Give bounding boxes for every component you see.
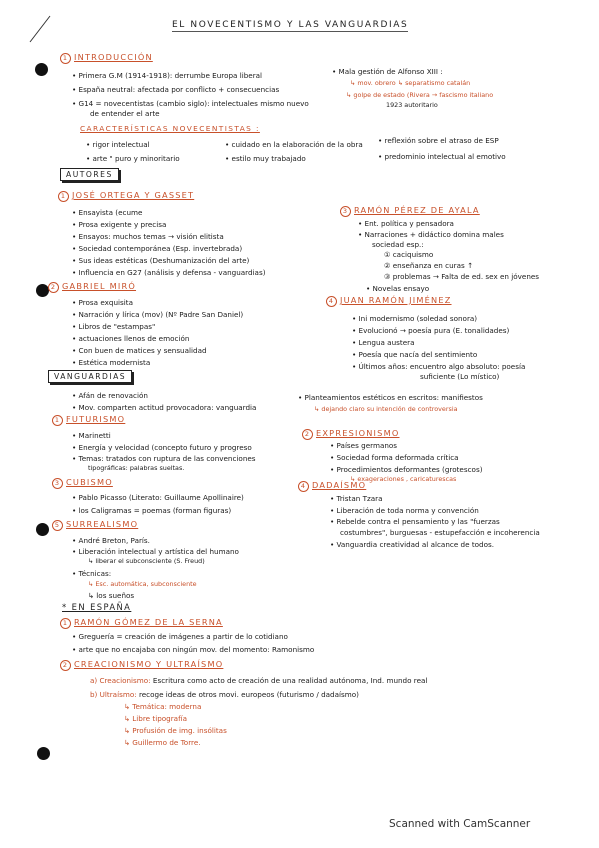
ortega-name: JOSÉ ORTEGA Y GASSET: [72, 190, 195, 200]
perez-item: • Novelas ensayo: [366, 284, 430, 293]
miro-item: • actuaciones llenos de emoción: [72, 334, 190, 343]
juan-heading: [326, 295, 452, 307]
juan-item: • Evolucionó → poesía pura (E. tonalidades): [352, 326, 510, 335]
expresionismo-heading: [302, 428, 399, 440]
ultraismo-sub: ↳ Libre tipografía: [124, 714, 188, 723]
vanguardias-left-2: • Mov. comparten actitud provocadora: vanguardia: [72, 403, 257, 412]
section-number: 4: [298, 481, 309, 492]
ortega-item: • Influencia en G27 (análisis y defensa - vanguardias): [72, 268, 266, 277]
dadaismo-item: • Tristan Tzara: [330, 494, 383, 503]
gomez-item: • Greguería = creación de imágenes a partir de lo cotidiano: [72, 632, 288, 641]
futurismo-heading: [52, 414, 125, 426]
gomez-heading: [60, 617, 223, 629]
section-number: 1: [52, 415, 63, 426]
surrealismo-name: SURREALISMO: [66, 519, 139, 529]
surrealismo-item: ↳ liberar el subconsciente (S. Freud): [88, 557, 205, 565]
intro-right-3: ↳ golpe de estado (Rivera → fascismo italiano: [346, 91, 494, 99]
cubismo-item: • Pablo Picasso (Literato: Guillaume Apollinaire): [72, 493, 244, 502]
juan-item: • Ini modernismo (soledad sonora): [352, 314, 478, 323]
juan-name: JUAN RAMÓN JIMÉNEZ: [340, 295, 452, 305]
perez-heading: [340, 205, 480, 217]
creacionismo-a: [90, 676, 427, 685]
dadaismo-item: • Rebelde contra el pensamiento y las "fuerzas: [330, 517, 500, 526]
creacionismo-a-label: a) Creacionismo:: [90, 676, 151, 685]
juan-item: suficiente (Lo místico): [420, 372, 500, 381]
ortega-item: • Prosa exigente y precisa: [72, 220, 167, 229]
section-number: 1: [58, 191, 69, 202]
vanguardias-left-1: • Afán de renovación: [72, 391, 148, 400]
caract-item-2: • cuidado en la elaboración de la obra: [225, 140, 363, 149]
cubismo-item: • los Caligramas = poemas (forman figuras): [72, 506, 232, 515]
surrealismo-item: • André Breton, París.: [72, 536, 150, 545]
section-number: 3: [52, 478, 63, 489]
dadaismo-item: • Vanguardia creatividad al alcance de todos.: [330, 540, 495, 549]
gomez-name: RAMÓN GÓMEZ DE LA SERNA: [74, 617, 223, 627]
dadaismo-heading: [298, 480, 366, 492]
ortega-item: • Sus ideas estéticas (Deshumanización del arte): [72, 256, 250, 265]
surrealismo-item: ↳ Esc. automática, subconsciente: [88, 580, 197, 588]
miro-item: • Prosa exquisita: [72, 298, 133, 307]
intro-right-2: ↳ mov. obrero ↳ separatismo catalán: [350, 79, 471, 87]
futurismo-item: • Marinetti: [72, 431, 111, 440]
expresionismo-item: • Países germanos: [330, 441, 398, 450]
surrealismo-item: • Técnicas:: [72, 569, 112, 578]
section-number: 5: [52, 520, 63, 531]
intro-line-2: • España neutral: afectada por conflicto + consecuencias: [72, 85, 280, 94]
cubismo-heading: [52, 477, 113, 489]
page-title: EL NOVECENTISMO Y LAS VANGUARDIAS: [172, 20, 409, 30]
ultraismo-sub: ↳ Temática: moderna: [124, 702, 202, 711]
surrealismo-item: • Liberación intelectual y artística del humano: [72, 547, 239, 556]
perez-item: • Ent. política y pensadora: [358, 219, 454, 228]
binder-hole-4: [37, 747, 50, 760]
miro-item: • Narración y lírica (mov) (Nº Padre San Daniel): [72, 310, 244, 319]
miro-heading: [48, 281, 136, 293]
section-number: 1: [60, 618, 71, 629]
ortega-item: • Ensayos: muchos temas → visión elitista: [72, 232, 224, 241]
miro-name: GABRIEL MIRÓ: [62, 281, 137, 291]
cubismo-name: CUBISMO: [66, 477, 113, 487]
dadaismo-item: costumbres", burguesas - estupefacción e incoherencia: [340, 528, 540, 537]
intro-right-1: • Mala gestión de Alfonso XIII :: [332, 67, 443, 76]
intro-line-1: • Primera G.M (1914-1918): derrumbe Europa liberal: [72, 71, 263, 80]
creacionismo-a-text: Escritura como acto de creación de una realidad autónoma, Ind. mundo real: [152, 676, 428, 685]
miro-item: • Con buen de matices y sensualidad: [72, 346, 207, 355]
futurismo-item: tipográficas: palabras sueltas.: [88, 464, 185, 472]
ultraismo-b-label: b) Ultraísmo:: [90, 690, 137, 699]
ultraismo-sub: ↳ Profusión de img. insólitas: [124, 726, 227, 735]
section-number: 2: [302, 429, 313, 440]
expresionismo-item: • Procedimientos deformantes (grotescos): [330, 465, 483, 474]
section-number: 4: [326, 296, 337, 307]
dadaismo-name: DADAÍSMO: [312, 480, 367, 490]
perez-item: sociedad esp.:: [372, 240, 424, 249]
caract-item-3: • reflexión sobre el atraso de ESP: [378, 136, 499, 145]
perez-item: • Narraciones + didáctico domina males: [358, 230, 504, 239]
intro-heading: [60, 52, 153, 64]
expresionismo-item: ↳ exageraciones , caricaturescas: [350, 475, 457, 483]
espana-heading: * EN ESPAÑA: [62, 602, 132, 612]
autores-label: AUTORES: [60, 168, 119, 181]
vanguardias-label: VANGUARDIAS: [48, 370, 132, 383]
scanner-watermark: Scanned with CamScanner: [389, 818, 531, 830]
juan-item: • Lengua austera: [352, 338, 415, 347]
expresionismo-item: • Sociedad forma deformada crítica: [330, 453, 459, 462]
surrealismo-heading: [52, 519, 138, 531]
section-number: 3: [340, 206, 351, 217]
juan-item: • Poesía que nacía del sentimiento: [352, 350, 478, 359]
perez-item: ① caciquismo: [384, 250, 434, 259]
caract-item-1: • rigor intelectual: [86, 140, 150, 149]
intro-line-3: • G14 = novecentistas (cambio siglo): intelectuales mismo nuevo: [72, 99, 309, 108]
intro-right-4: 1923 autoritario: [386, 101, 438, 109]
gomez-item: • arte que no encajaba con ningún mov. del momento: Ramonismo: [72, 645, 315, 654]
expresionismo-name: EXPRESIONISMO: [316, 428, 400, 438]
caract-item-6: • predominio intelectual al emotivo: [378, 152, 506, 161]
ultraismo-b-text: recoge ideas de otros movi. europeos (futurismo / dadaísmo): [138, 690, 359, 699]
pencil-stroke: [28, 14, 52, 44]
surrealismo-item: ↳ los sueños: [88, 591, 135, 600]
futurismo-name: FUTURISMO: [66, 414, 126, 424]
miro-item: • Estética modernista: [72, 358, 151, 367]
ultraismo-sub: ↳ Guillermo de Torre.: [124, 738, 201, 747]
ortega-heading: [58, 190, 194, 202]
perez-name: RAMÓN PÉREZ DE AYALA: [354, 205, 480, 215]
caract-item-5: • estilo muy trabajado: [225, 154, 306, 163]
section-number: 1: [60, 53, 71, 64]
creacionismo-heading: [60, 659, 223, 671]
intro-line-4: de entender el arte: [90, 109, 160, 118]
perez-item: ② enseñanza en curas ↑: [384, 261, 474, 270]
futurismo-item: • Energía y velocidad (concepto futuro y progreso: [72, 443, 252, 452]
miro-item: • Libros de "estampas": [72, 322, 156, 331]
ultraismo-b: [90, 690, 359, 699]
creacionismo-name: CREACIONISMO Y ULTRAÍSMO: [74, 659, 224, 669]
section-number: 2: [60, 660, 71, 671]
caract-item-4: • arte " puro y minoritario: [86, 154, 180, 163]
dadaismo-item: • Liberación de toda norma y convención: [330, 506, 479, 515]
binder-hole-3: [36, 523, 49, 536]
juan-item: • Últimos años: encuentro algo absoluto: poesía: [352, 362, 526, 371]
intro-heading-text: INTRODUCCIÓN: [74, 52, 153, 62]
ortega-item: • Sociedad contemporánea (Esp. invertebrada): [72, 244, 243, 253]
perez-item: ③ problemas → Falta de ed. sex en jóvenes: [384, 272, 540, 281]
ortega-item: • Ensayista (ecume: [72, 208, 143, 217]
futurismo-item: • Temas: tratados con ruptura de las convenciones: [72, 454, 256, 463]
section-number: 2: [48, 282, 59, 293]
binder-hole-1: [35, 63, 48, 76]
caracteristicas-heading: CARACTERÍSTICAS NOVECENTISTAS :: [80, 124, 260, 133]
vanguardias-right-2: ↳ dejando claro su intención de controversia: [314, 405, 458, 413]
vanguardias-right-1: • Planteamientos estéticos en escritos: manifiestos: [298, 393, 483, 402]
